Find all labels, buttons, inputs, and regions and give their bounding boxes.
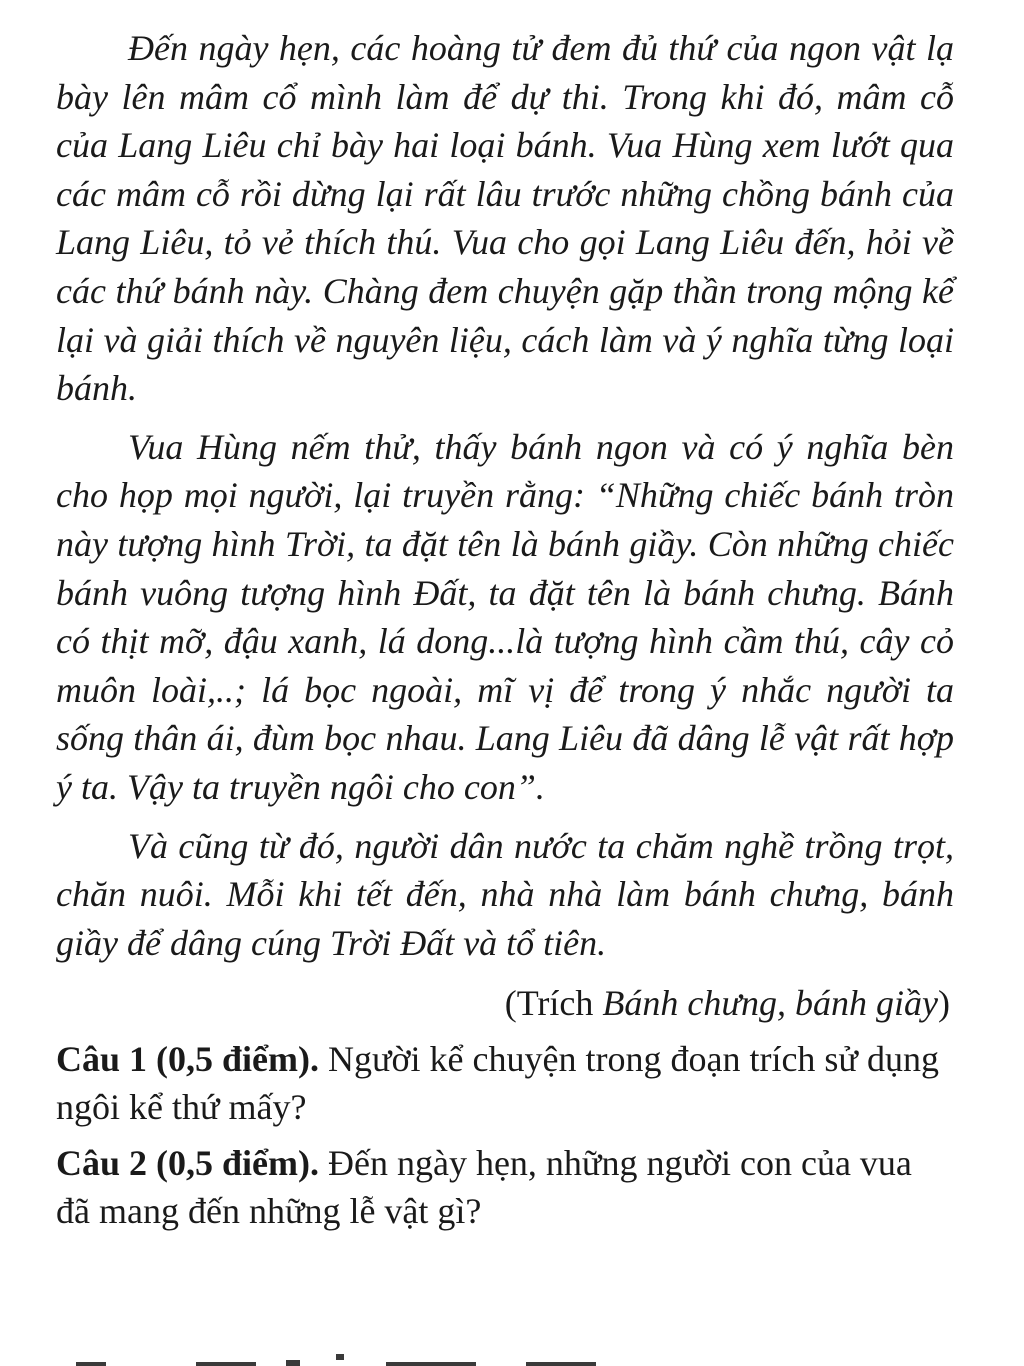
question-2-text: Đến ngày hẹn, những người con của vua đã mang đến những lễ vật gì?	[56, 1143, 912, 1232]
question-1-label: Câu 1 (0,5 điểm).	[56, 1039, 319, 1080]
source-citation	[56, 979, 954, 1027]
question-2-label: Câu 2 (0,5 điểm).	[56, 1143, 319, 1184]
passage-paragraph-1: Đến ngày hẹn, các hoàng tử đem đủ thứ của ngon vật lạ bày lên mâm cổ mình làm để dự thi. Trong khi đó, mâm cỗ của Lang Liêu chỉ bày hai loại bánh. Vua Hùng xem lướt qua các mâm cỗ rồi dừng lại rất lâu trước những chồng bánh của Lang Liêu, tỏ vẻ thích thú. Vua cho gọi Lang Liêu đến, hỏi về các thứ bánh này. Chàng đem chuyện gặp thần trong mộng kể lại và giải thích về nguyên liệu, cách làm và ý nghĩa từng loại bánh.	[56, 28, 954, 409]
text-fragment	[76, 1362, 106, 1366]
text-fragment	[286, 1360, 300, 1366]
question-2	[56, 1139, 954, 1235]
source-prefix: (Trích	[504, 983, 603, 1024]
source-suffix: )	[938, 983, 950, 1024]
question-1	[56, 1035, 954, 1131]
passage-paragraph-3: Và cũng từ đó, người dân nước ta chăm nghề trồng trọt, chăn nuôi. Mỗi khi tết đến, nhà nhà làm bánh chưng, bánh giầy để dâng cúng Trời Đất và tổ tiên.	[56, 825, 954, 963]
cut-off-next-line	[56, 1352, 954, 1366]
document-page	[56, 24, 954, 1235]
source-title: Bánh chưng, bánh giầy	[602, 983, 938, 1024]
text-fragment	[526, 1362, 596, 1366]
text-fragment	[196, 1362, 256, 1366]
cut-off-text-fragments	[56, 1352, 954, 1366]
passage-paragraph-2: Vua Hùng nếm thử, thấy bánh ngon và có ý nghĩa bèn cho họp mọi người, lại truyền rằng: “Những chiếc bánh tròn này tượng hình Trời, ta đặt tên là bánh giầy. Còn những chiếc bánh vuông tượng hình Đất, ta đặt tên là bánh chưng. Bánh có thịt mỡ, đậu xanh, lá dong...là tượng hình cầm thú, cây cỏ muôn loài,..; lá bọc ngoài, mĩ vị để trong ý nhắc người ta sống thân ái, đùm bọc nhau. Lang Liêu đã dâng lễ vật rất hợp ý ta. Vậy ta truyền ngôi cho con”.	[56, 426, 954, 807]
text-fragment	[336, 1354, 344, 1360]
text-fragment	[386, 1362, 476, 1366]
question-1-text: Người kể chuyện trong đoạn trích sử dụng ngôi kể thứ mấy?	[56, 1039, 939, 1128]
